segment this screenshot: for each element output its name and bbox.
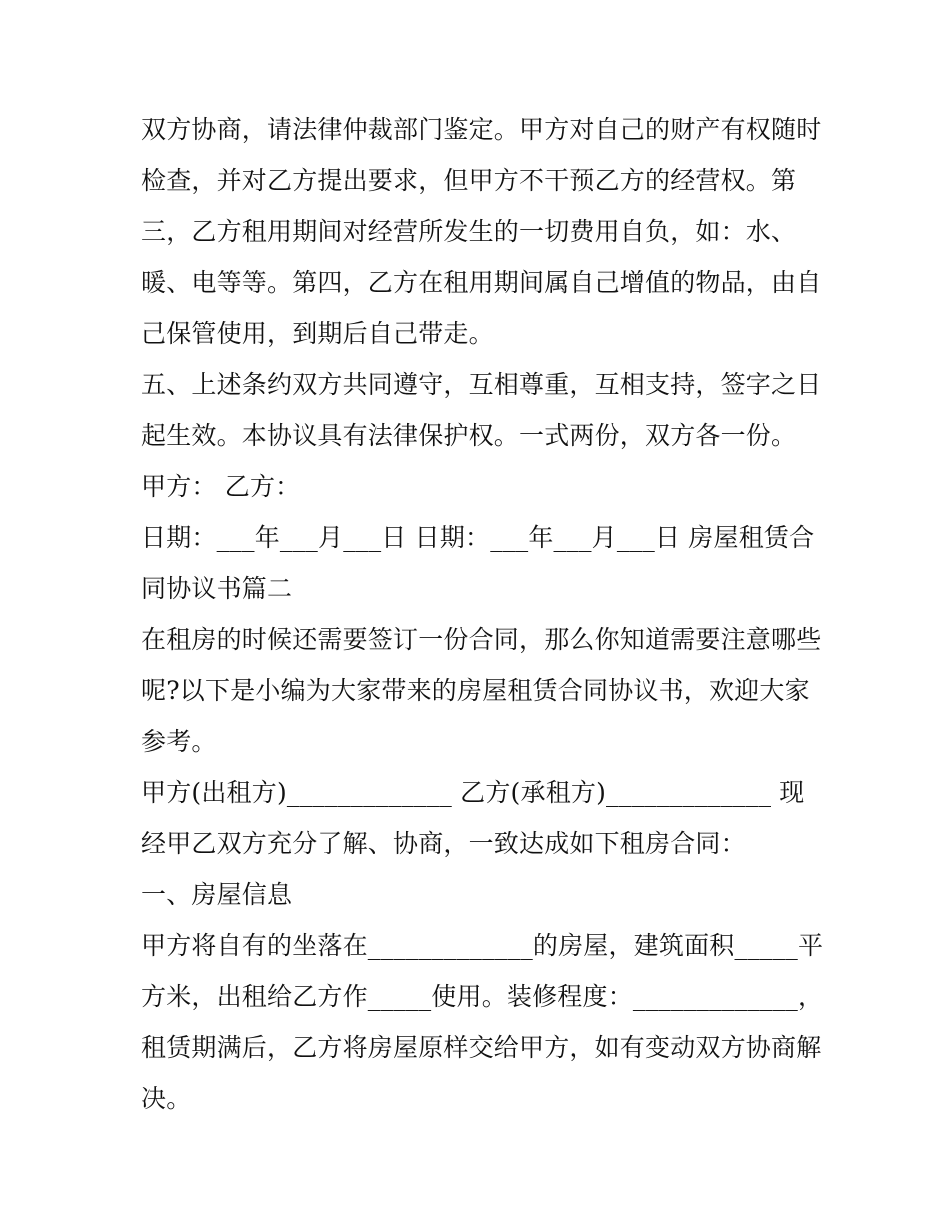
- text-line: 呢?以下是小编为大家带来的房屋租赁合同协议书，欢迎大家: [141, 676, 810, 705]
- document-body: [141, 104, 824, 1124]
- text-line: 决。: [141, 1084, 192, 1113]
- text-line: 起生效。本协议具有法律保护权。一式两份，双方各一份。: [141, 421, 797, 450]
- text-line: 双方协商，请法律仲裁部门鉴定。甲方对自己的财产有权随时: [141, 115, 822, 144]
- text-line: 方米，出租给乙方作_____使用。装修程度：_____________，: [141, 982, 824, 1011]
- text-line: 己保管使用，到期后自己带走。: [141, 319, 494, 348]
- text-line: 在租房的时候还需要签订一份合同，那么你知道需要注意哪些: [141, 625, 822, 654]
- text-line: 参考。: [141, 727, 217, 756]
- text-line: 租赁期满后，乙方将房屋原样交给甲方，如有变动双方协商解: [141, 1033, 822, 1062]
- text-line: 三，乙方租用期间对经营所发生的一切费用自负，如：水、: [141, 217, 797, 246]
- date-line: 日期：___年___月___日 日期：___年___月___日 房屋租赁合: [141, 523, 815, 552]
- section-title: 同协议书篇二: [141, 574, 293, 603]
- text-line: 经甲乙双方充分了解、协商，一致达成如下租房合同：: [141, 829, 746, 858]
- signature-parties-line: 甲方： 乙方：: [141, 472, 301, 501]
- text-line: 检查，并对乙方提出要求，但甲方不干预乙方的经营权。第: [141, 166, 797, 195]
- text-line: 五、上述条约双方共同遵守，互相尊重，互相支持，签字之日: [141, 370, 822, 399]
- parties-line: 甲方(出租方)_____________ 乙方(承租方)_____________ 现: [141, 778, 805, 807]
- text-line: 甲方将自有的坐落在_____________的房屋，建筑面积_____平: [141, 931, 824, 960]
- section-heading: 一、房屋信息: [141, 880, 293, 909]
- text-line: 暖、电等等。第四，乙方在租用期间属自己增值的物品，由自: [141, 268, 822, 297]
